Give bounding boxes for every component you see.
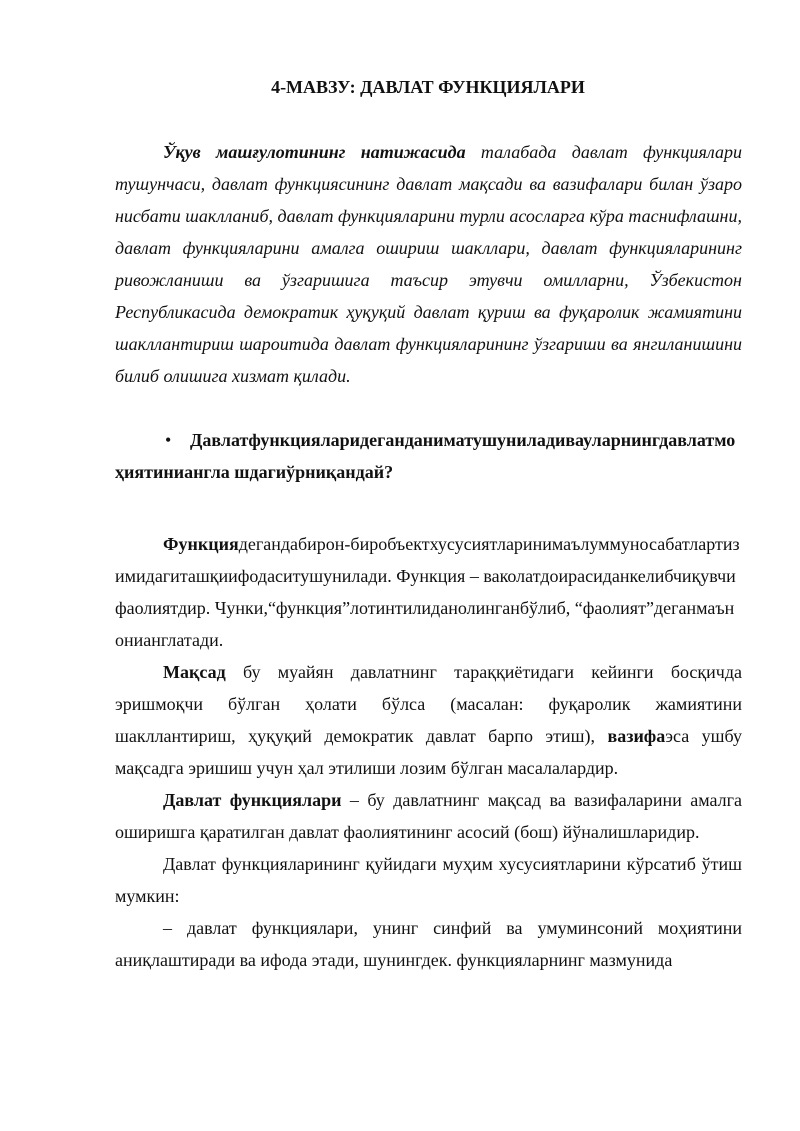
bullet-icon: • [165, 430, 172, 450]
intro-paragraph [115, 136, 742, 392]
goal-term: Мақсад [163, 662, 226, 682]
task-definition: эса ушбу мақсадга эришиш учун ҳал этилиши лозим бўлган масалалардир. [115, 726, 742, 778]
feature-item-paragraph: – давлат функциялари, унинг синфий ва умуминсоний моҳиятини аниқлаштиради ва ифода этади, шунингдек. функцияларнинг мазмунида [115, 918, 742, 970]
page-title: 4-МАВЗУ: ДАВЛАТ ФУНКЦИЯЛАРИ [271, 77, 585, 97]
function-definition: дегандабирон-биробъектхусусиятларинимаълуммуносабатлартизимидагиташқиифодаситушунилади. Функция – ваколатдоирасиданкелибчиқувчифаолиятдир. Чунки,“функция”лотинтилиданолинганбўлиб, “фаолият”деганмаънонианглатади. [115, 534, 740, 650]
definition-function-paragraph [115, 528, 742, 656]
task-term: вазифа [607, 726, 666, 746]
intro-lead: Ўқув машғулотининг натижасида [163, 142, 466, 162]
function-term: Функция [163, 534, 239, 554]
bullet-item [115, 424, 742, 488]
document-body [115, 136, 742, 976]
bullet-question: Давлатфункцияларидеганданиматушуниладивауларнингдавлатмоҳиятиниангла шдагиўрниқандай? [115, 430, 736, 482]
state-functions-definition: – бу давлатнинг мақсад ва вазифаларини амалга оширишга қаратилган давлат фаолиятининг асосий (бош) йўналишларидир. [115, 790, 743, 842]
definition-goal-paragraph [115, 656, 742, 784]
state-functions-term: Давлат функциялари [163, 790, 342, 810]
features-intro-paragraph: Давлат функцияларининг қуйидаги муҳим хусусиятларини кўрсатиб ўтиш мумкин: [115, 854, 742, 906]
goal-definition: бу муайян давлатнинг тараққиётидаги кейинги босқичда эришмоқчи бўлган ҳолати бўлса (масалан: фуқаролик жамиятини шакллантириш, ҳуқуқий демократик давлат барпо этиш), [115, 662, 742, 746]
intro-text: талабада давлат функциялари тушунчаси, давлат функциясининг давлат мақсади ва вазифалари билан ўзаро нисбати шаклланиб, давлат функцияларини турли асосларга кўра таснифлашни, давлат функцияларини амалга ошириш шакллари, давлат функцияларининг ривожланиши ва ўзгаришига таъсир этувчи омилларни, Ўзбекистон Республикасида демократик ҳуқуқий давлат қуриш ва фуқаролик жамиятини шакллантириш шароитида давлат функцияларининг ўзгариши ва янгиланишини билиб олишига хизмат қилади. [115, 142, 742, 386]
definition-state-functions-paragraph [115, 784, 742, 848]
